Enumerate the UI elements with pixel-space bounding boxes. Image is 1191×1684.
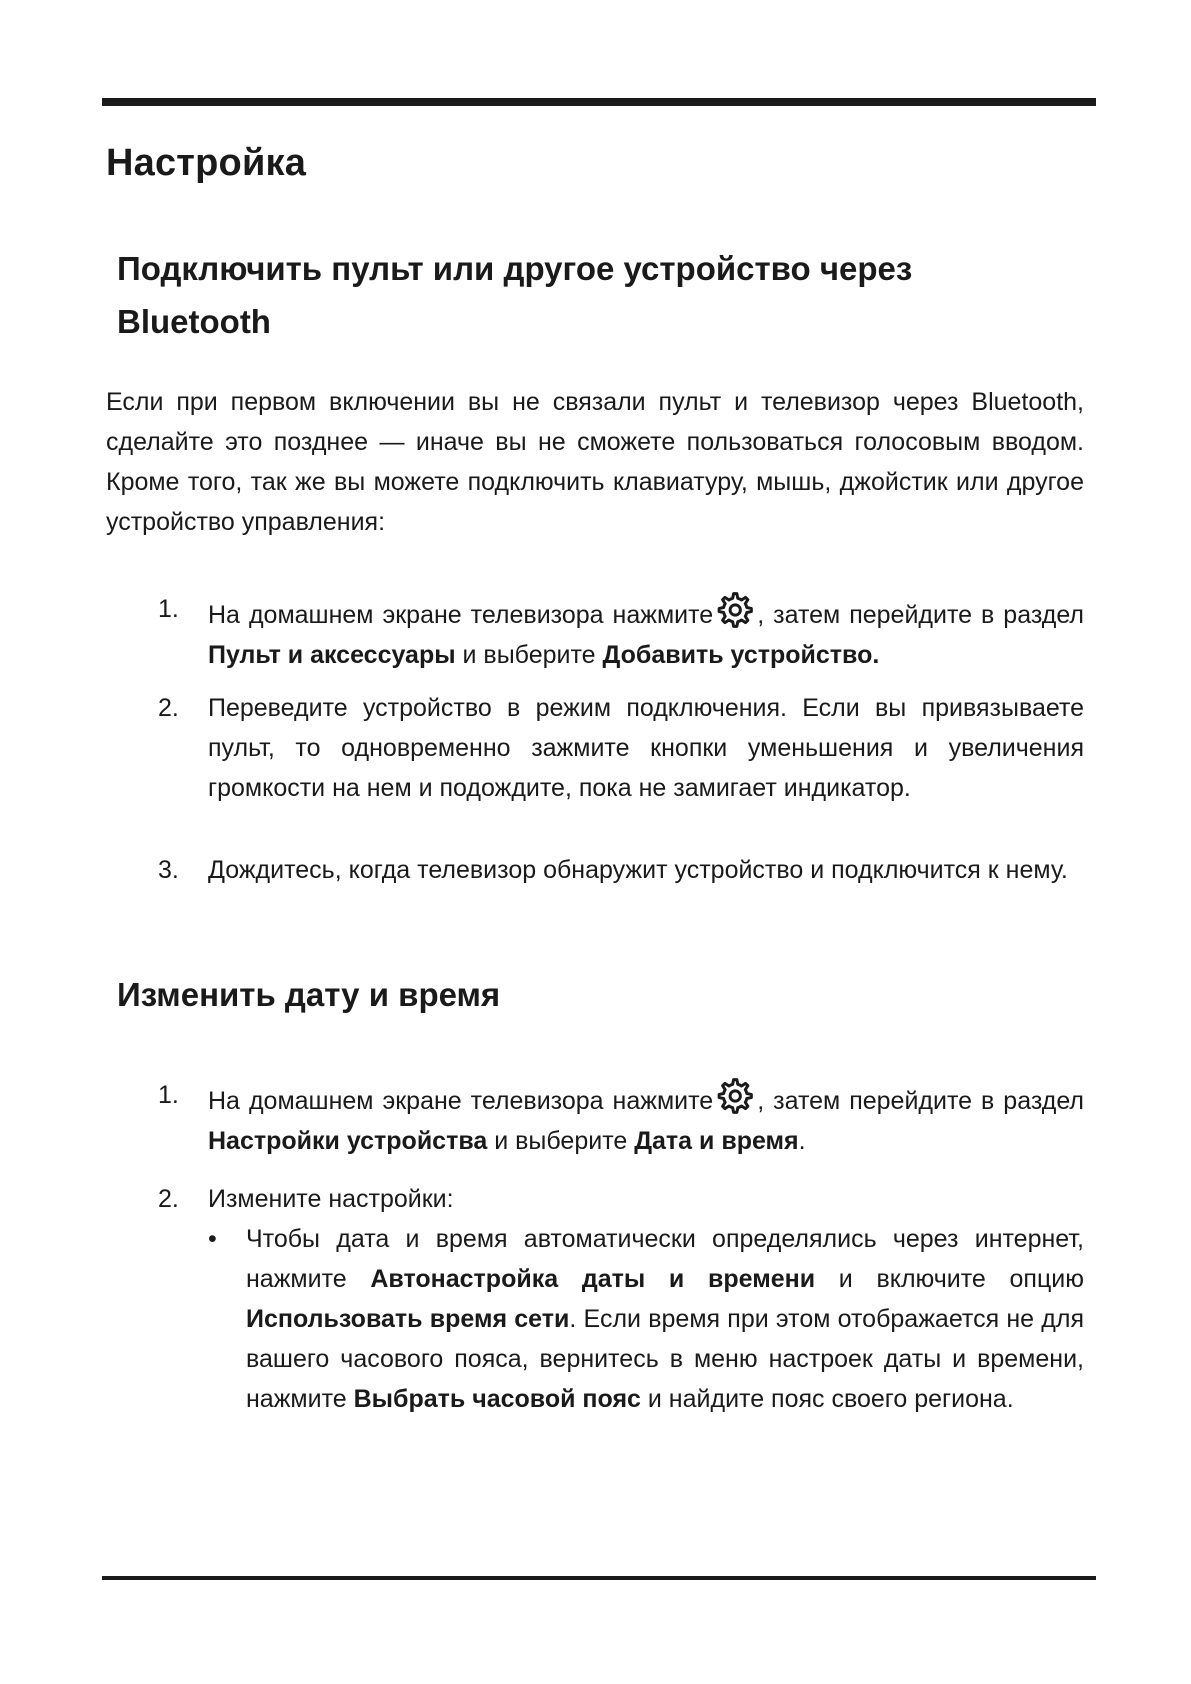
section-title-bluetooth: Подключить пульт или другое устройство через Bluetooth	[117, 250, 913, 340]
list-item	[158, 1179, 1084, 1219]
bullet-item	[208, 1219, 1084, 1419]
step-number: 2.	[158, 1185, 179, 1213]
step-text	[208, 589, 1084, 675]
menu-ref-remote-accessories: Пульт и аксессуары	[208, 641, 456, 669]
gear-icon	[714, 1075, 756, 1117]
menu-ref-device-settings: Настройки устройства	[208, 1127, 488, 1155]
step-number: 3.	[158, 856, 179, 884]
step-text-part: , затем перейдите в раздел	[757, 601, 1084, 629]
step-text	[208, 1075, 1084, 1161]
top-rule	[102, 98, 1096, 106]
step-text: Переведите устройство в режим подключения. Если вы привязываете пульт, то одновременно зажмите кнопки уменьшения и увеличения громкости на нем и подождите, пока не замигает индикатор.	[208, 694, 1084, 802]
gear-icon	[714, 589, 756, 631]
menu-ref-auto-date-time: Автонастройка даты и времени	[370, 1265, 816, 1293]
menu-ref-use-network-time: Использовать время сети	[246, 1305, 570, 1333]
step-number: 2.	[158, 694, 179, 722]
step-text: Дождитесь, когда телевизор обнаружит устройство и подключится к нему.	[208, 856, 1068, 884]
menu-ref-date-time: Дата и время	[634, 1127, 799, 1155]
list-item	[158, 589, 1084, 675]
bullet-text-part: и найдите пояс своего региона.	[640, 1385, 1014, 1413]
step-text-part: , затем перейдите в раздел	[757, 1087, 1084, 1115]
step-text-part: На домашнем экране телевизора нажмите	[208, 1087, 714, 1115]
menu-ref-add-device: Добавить устройство.	[602, 641, 880, 669]
step-number: 1.	[158, 1081, 179, 1109]
step-text-part: На домашнем экране телевизора нажмите	[208, 601, 714, 629]
menu-ref-select-time-zone: Выбрать часовой пояс	[353, 1385, 641, 1413]
intro-paragraph: Если при первом включении вы не связали пульт и телевизор через Bluetooth, сделайте это позднее — иначе вы не сможете пользоваться голосовым вводом. Кроме того, так же вы можете подключить клавиатуру, мышь, джойстик или другое устройство управления:	[106, 388, 1084, 536]
bottom-rule	[102, 1576, 1096, 1580]
list-item	[158, 688, 1084, 808]
list-item	[158, 850, 1084, 890]
step-text-part: .	[798, 1127, 806, 1155]
bullet-text-part: . Если время при этом отображается не для вашего часового пояса, вернитесь в меню настроек даты и времени, нажмите	[246, 1305, 1085, 1413]
step-text: Измените настройки:	[208, 1185, 454, 1213]
step-text-part: и выберите	[487, 1127, 635, 1155]
list-item	[158, 1075, 1084, 1161]
section-title-date-time: Изменить дату и время	[117, 976, 501, 1013]
bullet-text-part: Чтобы дата и время автоматически определялись через интернет, нажмите	[246, 1225, 1084, 1293]
bullet-text-part: и включите опцию	[815, 1265, 1084, 1293]
bullet-text	[246, 1219, 1084, 1419]
step-number: 1.	[158, 595, 179, 623]
step-text-part: и выберите	[455, 641, 603, 669]
page-title: Настройка	[106, 142, 307, 184]
bullet-marker: •	[208, 1225, 217, 1253]
